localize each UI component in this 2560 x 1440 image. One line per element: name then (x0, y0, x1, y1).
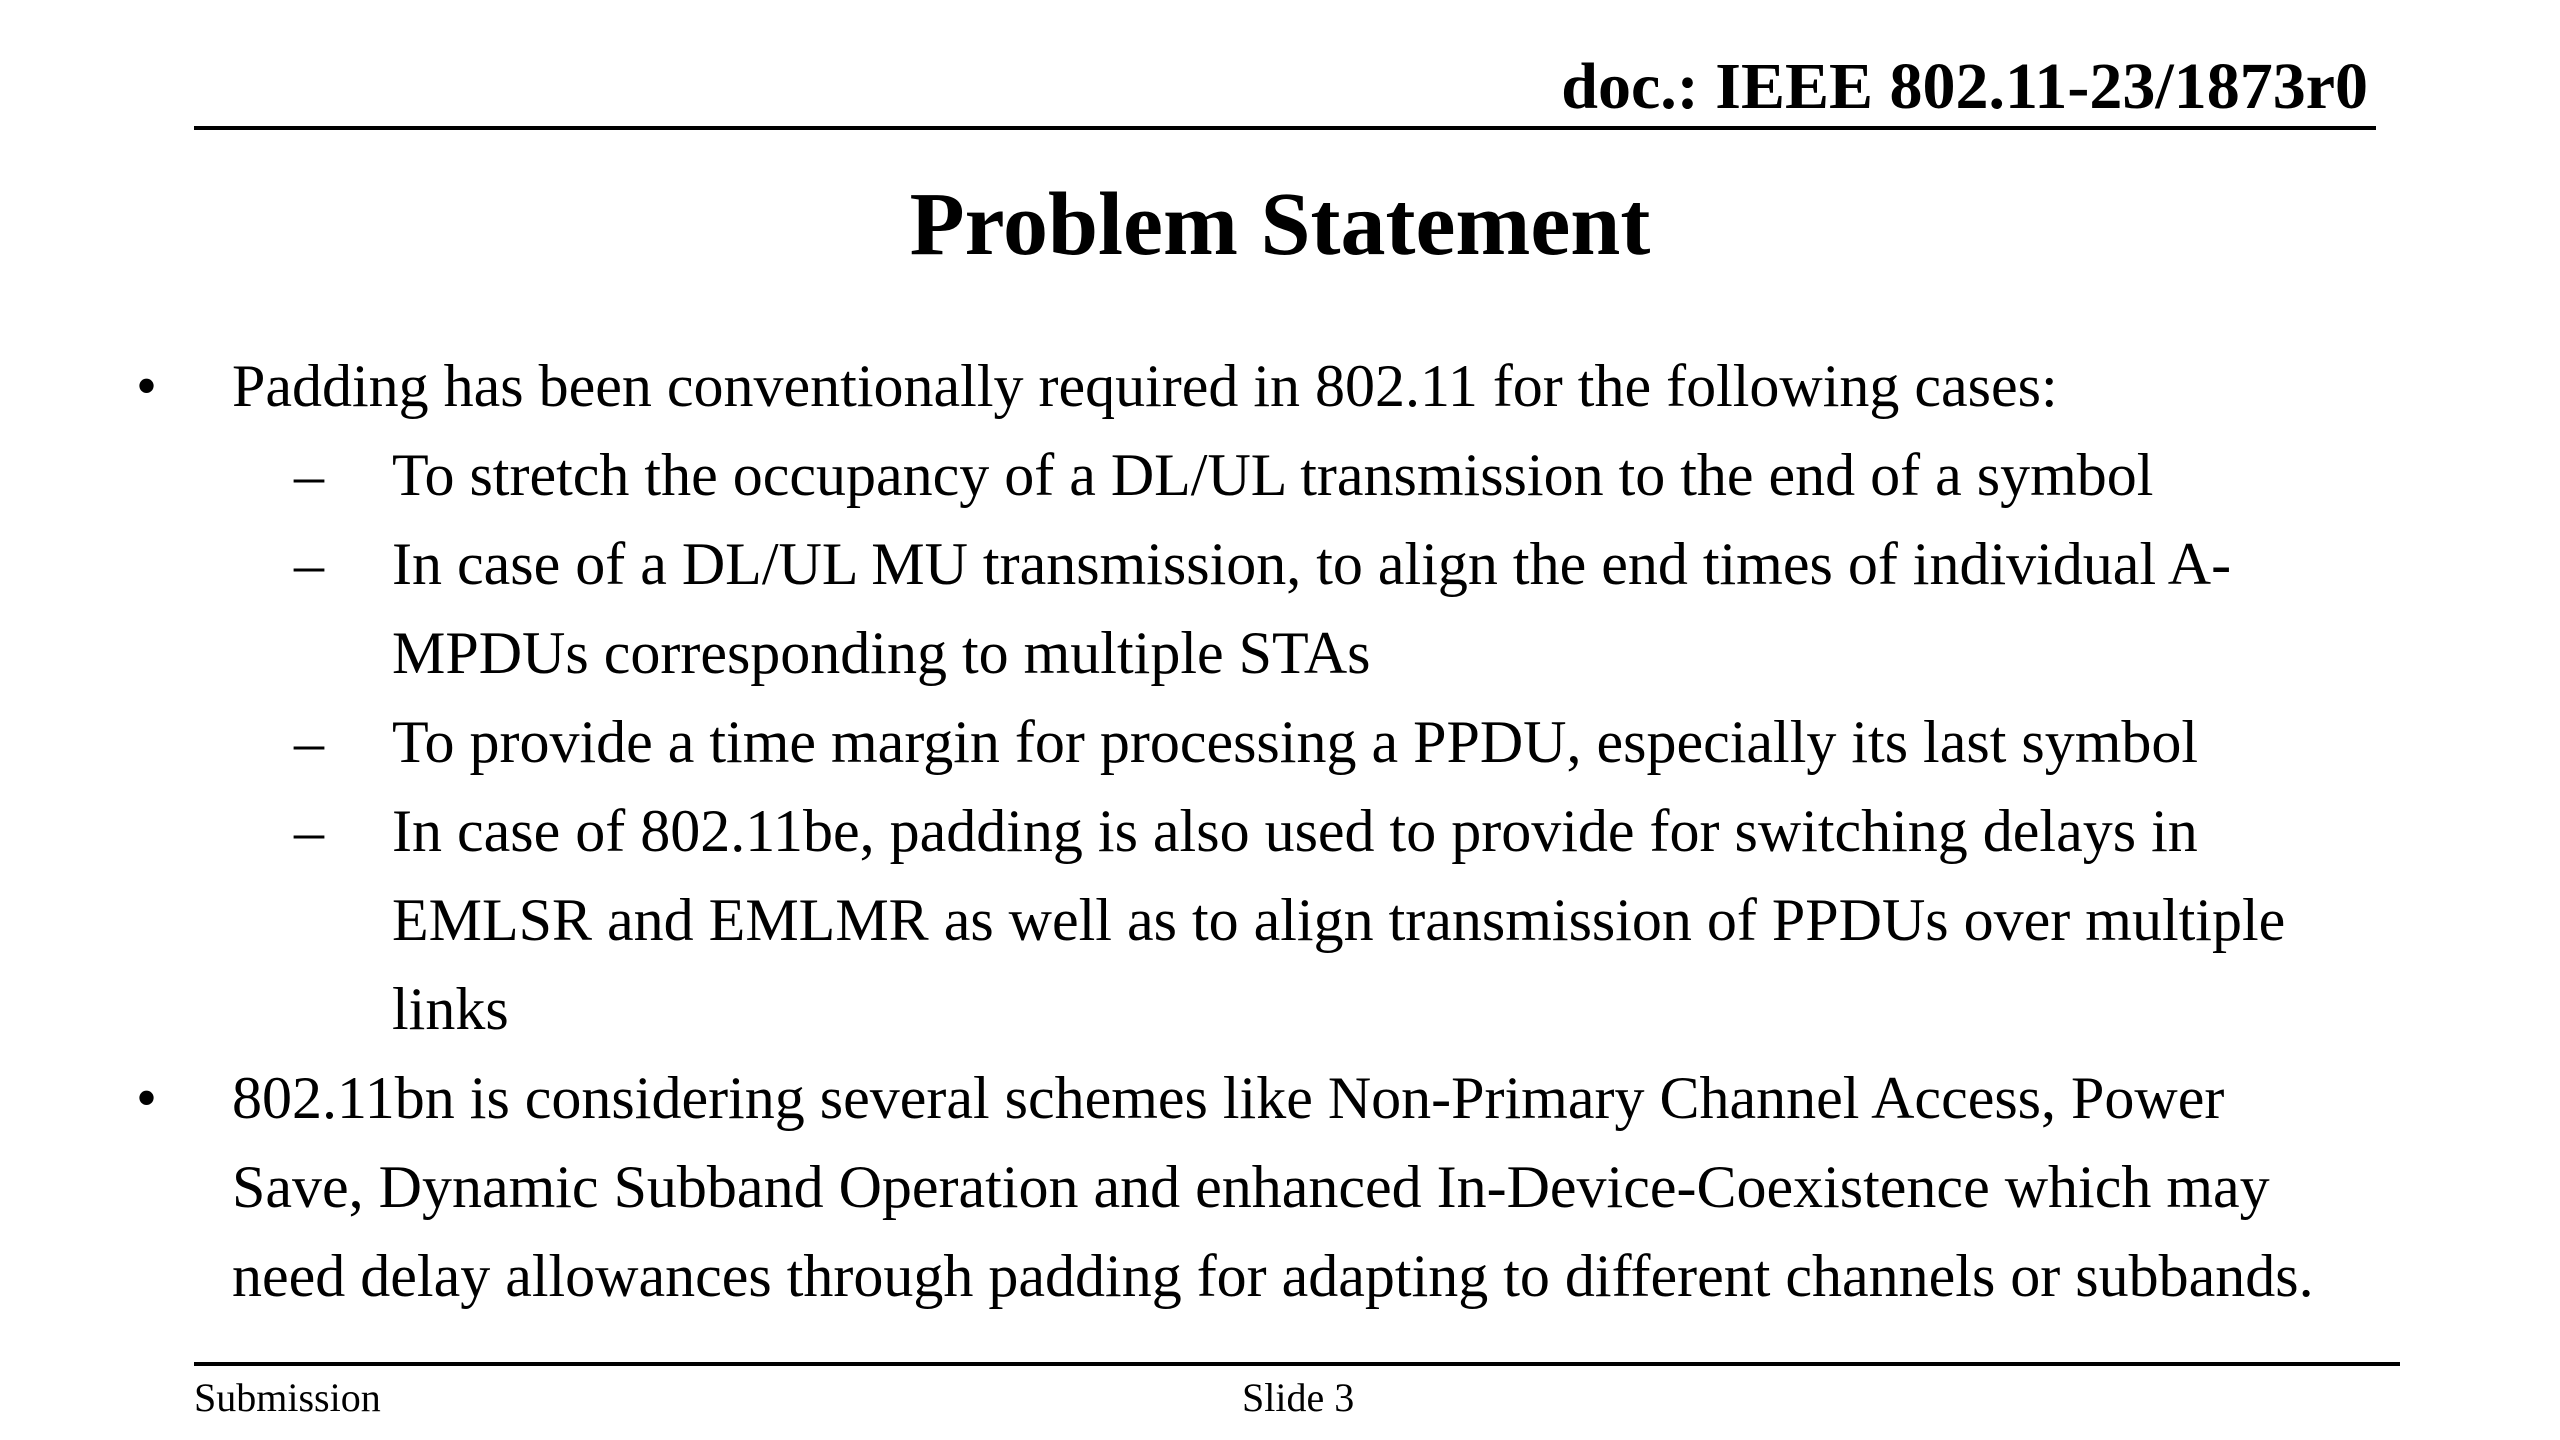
dash-marker: – (294, 442, 324, 508)
slide-title: Problem Statement (909, 175, 1651, 274)
footer-submission: Submission (194, 1375, 381, 1420)
sub-bullet-text-line: EMLSR and EMLMR as well as to align transmission of PPDUs over multiple (392, 887, 2286, 953)
sub-bullet-text-line: To provide a time margin for processing a PPDU, especially its last symbol (392, 709, 2199, 775)
header-divider (194, 126, 2376, 130)
bullet-marker: • (136, 353, 158, 419)
dash-marker: – (294, 798, 324, 864)
sub-bullet-text-line: In case of a DL/UL MU transmission, to align the end times of individual A- (392, 531, 2232, 597)
dash-marker: – (294, 531, 324, 597)
sub-bullet-text-line: To stretch the occupancy of a DL/UL transmission to the end of a symbol (392, 442, 2154, 508)
bullet-text-line: Save, Dynamic Subband Operation and enhanced In-Device-Coexistence which may (232, 1154, 2270, 1220)
bullet-marker: • (136, 1065, 158, 1131)
slide-body (0, 342, 2560, 1321)
sub-bullet-item (0, 698, 2560, 787)
sub-bullet-item (0, 431, 2560, 520)
document-id: doc.: IEEE 802.11-23/1873r0 (1561, 50, 2368, 123)
dash-marker: – (294, 709, 324, 775)
bullet-item (0, 1054, 2560, 1321)
sub-bullet-item (0, 520, 2560, 698)
sub-bullet-text-line: In case of 802.11be, padding is also used to provide for switching delays in (392, 798, 2198, 864)
bullet-text-line: 802.11bn is considering several schemes like Non-Primary Channel Access, Power (232, 1065, 2225, 1131)
footer-divider (194, 1362, 2400, 1366)
sub-bullet-item (0, 787, 2560, 1054)
footer-slide-number: Slide 3 (1242, 1375, 1355, 1420)
bullet-text-line: need delay allowances through padding for adapting to different channels or subbands. (232, 1243, 2314, 1309)
bullet-item (0, 342, 2560, 431)
sub-bullet-text-line: links (392, 976, 509, 1042)
sub-bullet-text-line: MPDUs corresponding to multiple STAs (392, 620, 1371, 686)
bullet-text-line: Padding has been conventionally required in 802.11 for the following cases: (232, 353, 2058, 419)
